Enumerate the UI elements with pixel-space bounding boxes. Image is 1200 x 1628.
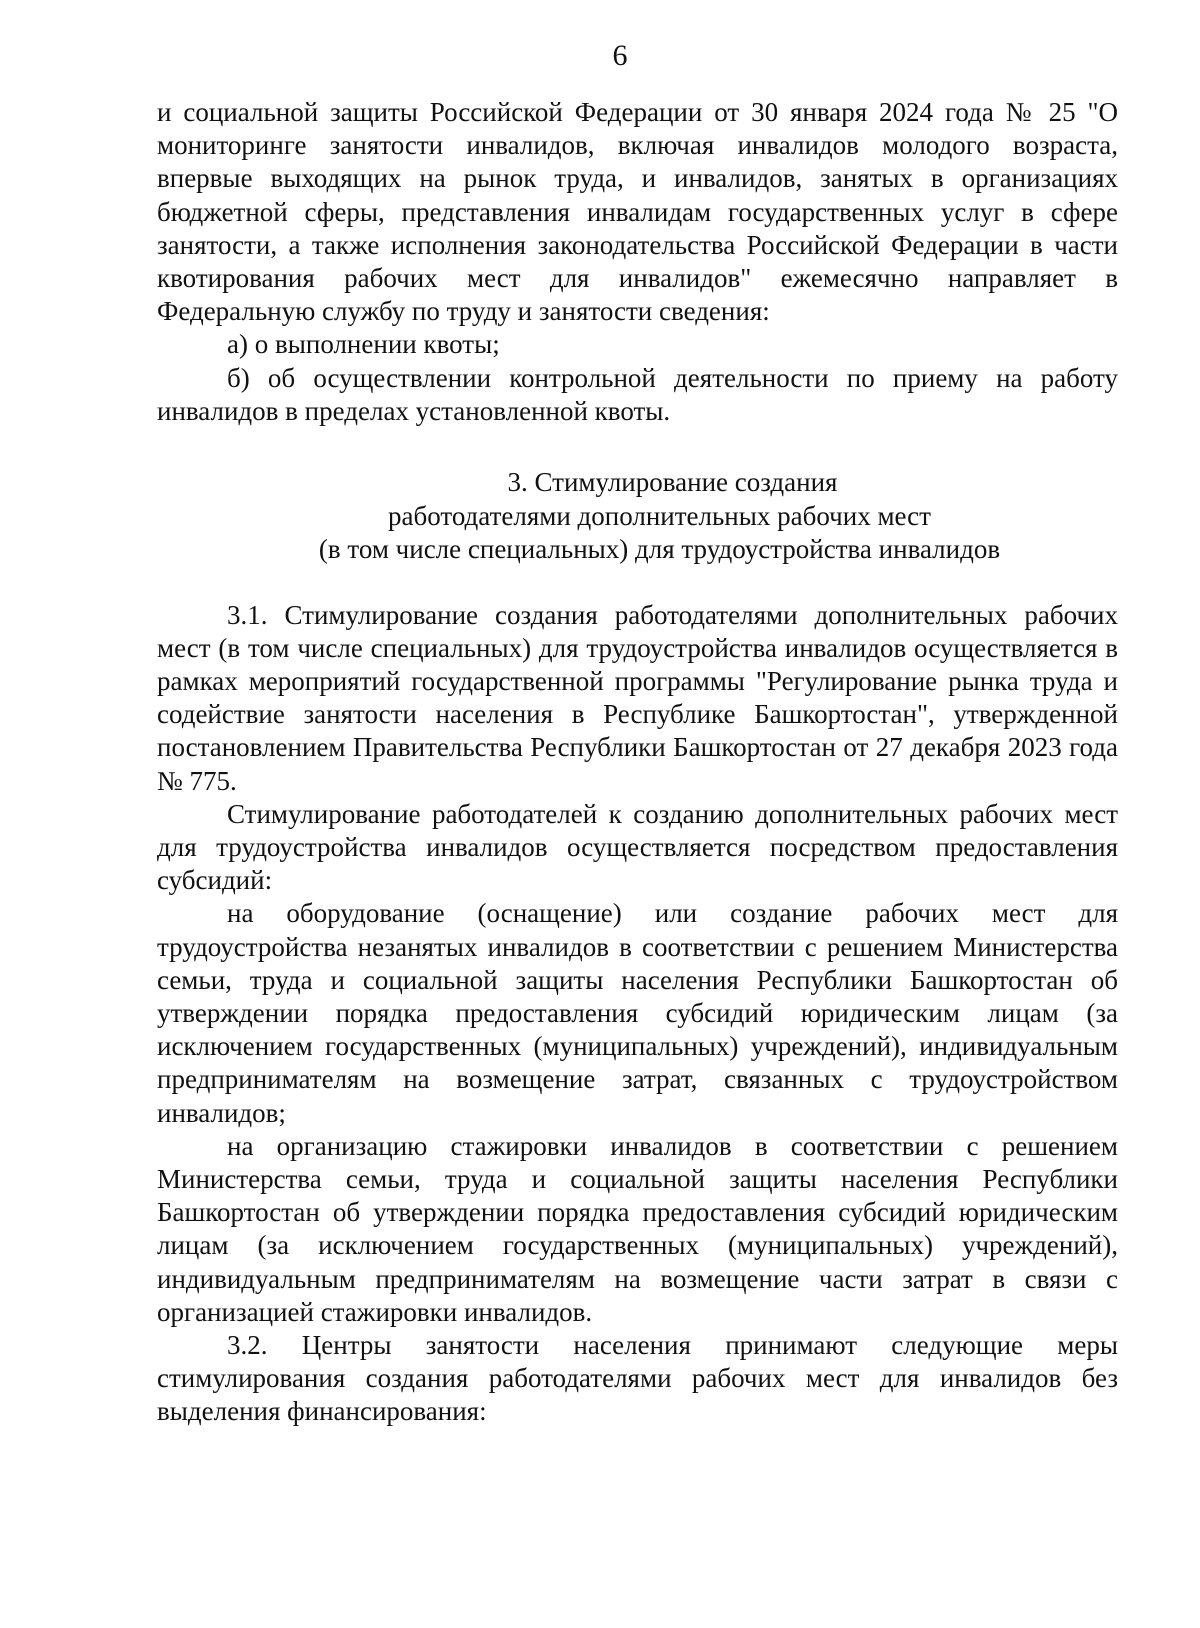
- section-heading-line: 3. Стимулирование создания: [507, 467, 838, 498]
- paragraph-3-1: 3.1. Стимулирование создания работодателями дополнительных рабочих мест (в том числе специальных) для трудоустройства инвалидов осуществляется в рамках мероприятий государственной программы "Регулирование рынка труда и содействие занятости населения в Республике Башкортостан", утвержденной постановлением Правительства Республики Башкортостан от 27 декабря 2023 года № 775.: [157, 599, 1118, 796]
- section-heading-line: (в том числе специальных) для трудоустройства инвалидов: [318, 534, 1001, 565]
- page-number: 6: [612, 39, 628, 72]
- section-heading: [157, 466, 1118, 567]
- paragraph-stimulation: Стимулирование работодателей к созданию дополнительных рабочих мест для трудоустройства инвалидов осуществляется посредством предоставления субсидий:: [157, 798, 1118, 896]
- document-body: [157, 96, 1118, 1429]
- paragraph-subsidy-equipment: на оборудование (оснащение) или создание рабочих мест для трудоустройства незанятых инвалидов в соответствии с решением Министерства семьи, труда и социальной защиты населения Республики Башкортостан об утверждении порядка предоставления субсидий юридическим лицам (за исключением государственных (муниципальных) учреждений), индивидуальным предпринимателям на возмещение затрат, связанных с трудоустройством инвалидов;: [157, 898, 1118, 1128]
- paragraph-continuation: и социальной защиты Российской Федерации от 30 января 2024 года № 25 "О мониторинге занятости инвалидов, включая инвалидов молодого возраста, впервые выходящих на рынок труда, и инвалидов, занятых в организациях бюджетной сферы, представления инвалидам государственных услуг в сфере занятости, а также исполнения законодательства Российской Федерации в части квотирования рабочих мест для инвалидов" ежемесячно направляет в Федеральную службу по труду и занятости сведения:: [157, 97, 1118, 327]
- paragraph-3-2: 3.2. Центры занятости населения принимают следующие меры стимулирования создания работодателями рабочих мест для инвалидов без выделения финансирования:: [157, 1330, 1118, 1427]
- paragraph-subsidy-internship: на организацию стажировки инвалидов в соответствии с решением Министерства семьи, труда и социальной защиты населения Республики Башкортостан об утверждении порядка предоставления субсидий юридическим лицам (за исключением государственных (муниципальных) учреждений), индивидуальным предпринимателям на возмещение части затрат в связи с организацией стажировки инвалидов.: [157, 1130, 1118, 1327]
- section-heading-line: работодателями дополнительных рабочих мест: [388, 500, 931, 531]
- paragraph-item-a: а) о выполнении квоты;: [227, 329, 500, 360]
- paragraph-item-b: б) об осуществлении контрольной деятельности по приему на работу инвалидов в пределах установленной квоты.: [157, 362, 1118, 426]
